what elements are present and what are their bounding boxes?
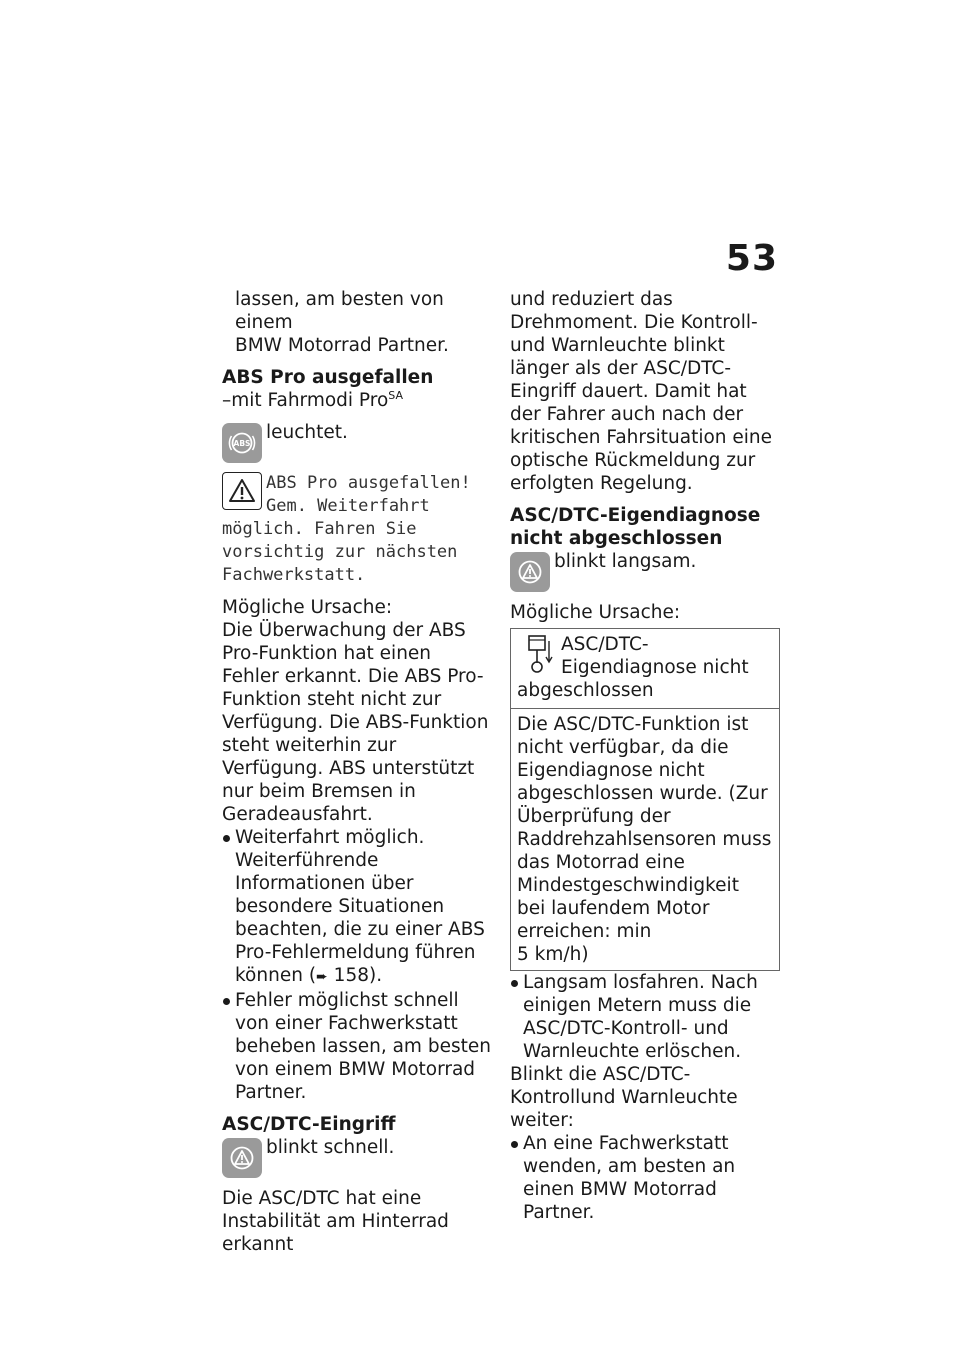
left-column — [222, 288, 492, 1256]
table-header — [511, 629, 779, 709]
abs-lamp-row — [222, 421, 492, 463]
intro-line-1: lassen, am besten von einem — [235, 289, 444, 333]
diagnosis-cause-label: Mögliche Ursache: — [510, 602, 681, 623]
asc-dtc-lamp-icon — [510, 552, 550, 592]
workshop-action-list — [510, 1132, 780, 1224]
table-speed-value: 5 km/h) — [517, 944, 589, 965]
abs-subheading-text: –mit Fahrmodi Pro — [222, 390, 389, 411]
warning-triangle-icon — [222, 472, 262, 510]
page-number: 53 — [725, 238, 778, 279]
list-item: Weiterfahrt möglich. Weiterführende Informationen über besondere Situationen beachten, die zu einer ABS Pro-Fehlermeldung führen können (➨ 158). — [222, 826, 492, 989]
display-message-line-3: möglich. Fahren Sie — [222, 519, 417, 539]
asc-heading: ASC/DTC-Eingriff — [222, 1114, 396, 1135]
abs-cause-text: Die Überwachung der ABS Pro-Funktion hat einen Fehler erkannt. Die ABS Pro-Funktion steht nicht zur Verfügung. Die ABS-Funktion steht weiterhin zur Verfügung. ABS unterstützt nur beim Bremsen in Geradeausfahrt. — [222, 620, 489, 825]
asc-lamp-status: blinkt schnell. — [266, 1137, 395, 1158]
abs-display-message — [222, 472, 492, 587]
abs-action-list — [222, 826, 492, 1104]
list-item: Langsam losfahren. Nach einigen Metern muss die ASC/DTC-Kontroll- und Warnleuchte erlöschen. — [510, 971, 780, 1063]
table-body-text: Die ASC/DTC-Funktion ist nicht verfügbar, da die Eigendiagnose nicht abgeschlossen wurde. (Zur Überprüfung der Raddrehzahlsensoren muss das Motorrad eine Mindestgeschwindigkeit bei laufendem Motor erreichen: min — [517, 714, 772, 942]
engine-piston-icon — [517, 633, 557, 677]
table-body — [511, 709, 779, 970]
display-message-line-2: Gem. Weiterfahrt — [266, 496, 430, 516]
intro-line-2: BMW Motorrad Partner. — [235, 335, 449, 356]
intro-text — [222, 288, 492, 357]
abs-cause-label: Mögliche Ursache: — [222, 597, 393, 618]
diagnosis-heading: ASC/DTC-Eigendiagnose nicht abgeschlossen — [510, 505, 761, 549]
asc-description: Die ASC/DTC hat eine Instabilität am Hinterrad erkannt — [222, 1188, 449, 1255]
list-item: An eine Fachwerkstatt wenden, am besten an einen BMW Motorrad Partner. — [510, 1132, 780, 1224]
display-message-line-4: vorsichtig zur nächsten — [222, 542, 458, 562]
diagnosis-lamp-row — [510, 550, 780, 592]
diagnosis-action-list — [510, 971, 780, 1063]
asc-continuation-text: und reduziert das Drehmoment. Die Kontroll- und Warnleuchte blinkt länger als der ASC/DTC-Eingriff dauert. Damit hat der Fahrer auch nach der kritischen Fahrsituation eine optische Rückmeldung zur erfolgten Regelung. — [510, 289, 773, 494]
abs-warning-lamp-icon — [222, 423, 262, 463]
abs-sa-superscript: SA — [388, 388, 404, 402]
asc-lamp-row — [222, 1136, 492, 1178]
display-message-line-1: ABS Pro ausgefallen! — [266, 473, 471, 493]
right-column — [510, 288, 780, 1224]
abs-lamp-status: leuchtet. — [266, 422, 348, 443]
still-blinking-text: Blinkt die ASC/DTC-Kontrollund Warnleuchte weiter: — [510, 1064, 738, 1131]
diagnosis-lamp-status: blinkt langsam. — [554, 551, 697, 572]
abs-heading: ABS Pro ausgefallen — [222, 367, 434, 388]
list-item: Fehler möglichst schnell von einer Fachwerkstatt beheben lassen, am besten von einem BMW Motorrad Partner. — [222, 989, 492, 1104]
table-header-text: ASC/DTC-Eigendiagnose nicht abgeschlossen — [517, 634, 749, 701]
abs-subheading — [222, 389, 492, 412]
diagnosis-info-table — [510, 628, 780, 971]
page-reference-arrow-icon: ➨ — [316, 969, 328, 985]
abs-icon-label: ABS — [233, 438, 251, 448]
page-reference-link[interactable]: 158 — [333, 965, 369, 986]
abs-bullet-1-text: Weiterfahrt möglich. Weiterführende Informationen über besondere Situationen beachten, die zu einer ABS Pro-Fehlermeldung führen können — [235, 827, 485, 986]
asc-dtc-lamp-icon — [222, 1138, 262, 1178]
display-message-line-5: Fachwerkstatt. — [222, 565, 366, 585]
